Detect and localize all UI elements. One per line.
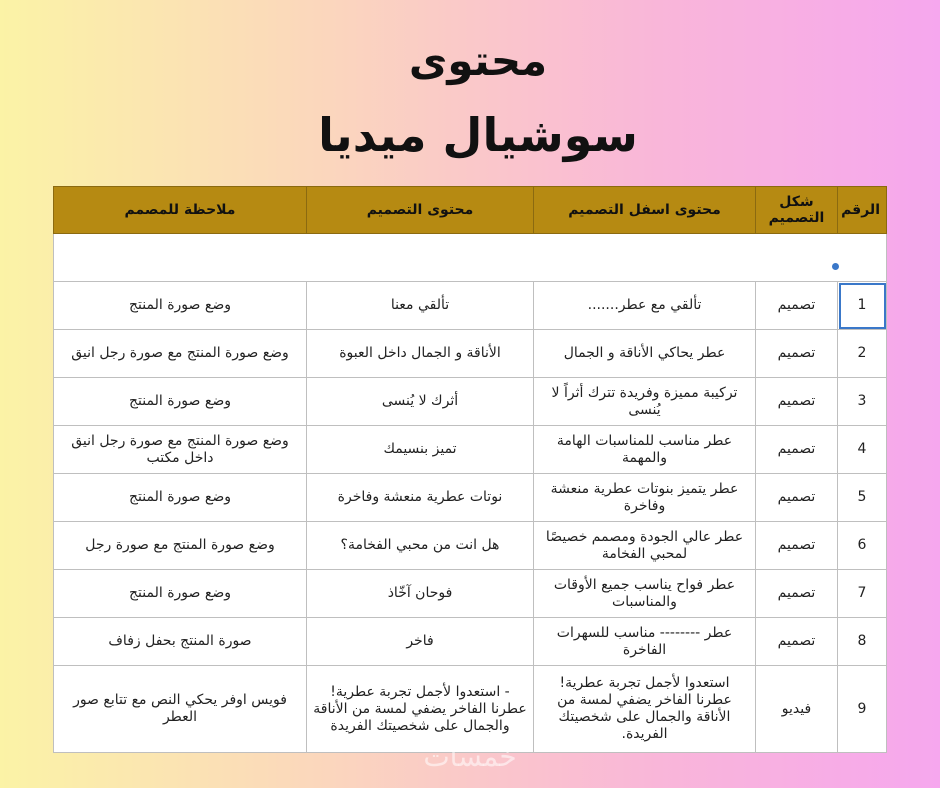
header-num: الرقم	[838, 187, 887, 234]
cell-content[interactable]: نوتات عطرية منعشة وفاخرة	[307, 474, 534, 522]
cell-note[interactable]: وضع صورة المنتج مع صورة رجل انيق داخل مكتب	[54, 426, 307, 474]
table-row	[54, 426, 887, 474]
table-row	[54, 378, 887, 426]
cell-content[interactable]: - استعدوا لأجمل تجربة عطرية! عطرنا الفاخر يضفي لمسة من الأناقة والجمال على شخصيتك الفريدة	[307, 666, 534, 753]
cell-num[interactable]: 2	[838, 330, 887, 378]
page-title-line2: سوشيال ميديا	[318, 108, 638, 162]
cell-note[interactable]: وضع صورة المنتج مع صورة رجل	[54, 522, 307, 570]
cell-type[interactable]: تصميم	[756, 282, 838, 330]
cell-num[interactable]: 9	[838, 666, 887, 753]
cell-num[interactable]: 8	[838, 618, 887, 666]
cell-type[interactable]: تصميم	[756, 570, 838, 618]
cell-note[interactable]: وضع صورة المنتج	[54, 282, 307, 330]
cell-content[interactable]: تألقي معنا	[307, 282, 534, 330]
cell-content[interactable]: أثرك لا يُنسى	[307, 378, 534, 426]
table-row	[54, 330, 887, 378]
cell-bottom[interactable]: عطر عالي الجودة ومصمم خصيصًا لمحبي الفخامة	[534, 522, 756, 570]
cell-type[interactable]: تصميم	[756, 474, 838, 522]
cell-num[interactable]: 5	[838, 474, 887, 522]
cell-content[interactable]: تميز بنسيمك	[307, 426, 534, 474]
cell-bottom[interactable]: عطر مناسب للمناسبات الهامة والمهمة	[534, 426, 756, 474]
cell-num[interactable]: 7	[838, 570, 887, 618]
table-header-row	[54, 187, 887, 234]
cell-note[interactable]: صورة المنتج بحفل زفاف	[54, 618, 307, 666]
cell-bottom[interactable]: عطر يتميز بنوتات عطرية منعشة وفاخرة	[534, 474, 756, 522]
cell-type[interactable]: تصميم	[756, 618, 838, 666]
cell-type[interactable]: فيديو	[756, 666, 838, 753]
cell-note[interactable]: وضع صورة المنتج	[54, 570, 307, 618]
cell-num[interactable]: 4	[838, 426, 887, 474]
cell-type[interactable]: تصميم	[756, 426, 838, 474]
watermark-logo: خمسات	[423, 740, 517, 773]
header-type: شكل التصميم	[756, 187, 838, 234]
cell-type[interactable]: تصميم	[756, 378, 838, 426]
cell-num[interactable]: 1	[838, 282, 887, 330]
cell-content[interactable]: فاخر	[307, 618, 534, 666]
table-row	[54, 522, 887, 570]
cell-num[interactable]: 6	[838, 522, 887, 570]
cell-bottom[interactable]: عطر -------- مناسب للسهرات الفاخرة	[534, 618, 756, 666]
cell-note[interactable]: فويس اوفر يحكي النص مع تتابع صور العطر	[54, 666, 307, 753]
content-plan-table	[53, 186, 887, 753]
cell-content[interactable]: الأناقة و الجمال داخل العبوة	[307, 330, 534, 378]
cell-bottom[interactable]: عطر يحاكي الأناقة و الجمال	[534, 330, 756, 378]
table-row	[54, 474, 887, 522]
table-row	[54, 282, 887, 330]
cell-bottom[interactable]: عطر فواح يناسب جميع الأوقات والمناسبات	[534, 570, 756, 618]
cell-type[interactable]: تصميم	[756, 330, 838, 378]
cell-bottom[interactable]: تألقي مع عطر.......	[534, 282, 756, 330]
cell-content[interactable]: هل انت من محبي الفخامة؟	[307, 522, 534, 570]
cell-content[interactable]: فوحان آخّاذ	[307, 570, 534, 618]
selection-fill-handle[interactable]	[831, 262, 840, 271]
page-title-line1: محتوى	[408, 36, 548, 85]
cell-note[interactable]: وضع صورة المنتج مع صورة رجل انيق	[54, 330, 307, 378]
cell-num[interactable]: 3	[838, 378, 887, 426]
header-designer-note: ملاحظة للمصمم	[54, 187, 307, 234]
cell-bottom[interactable]: استعدوا لأجمل تجربة عطرية! عطرنا الفاخر يضفي لمسة من الأناقة والجمال على شخصيتك الفريدة.	[534, 666, 756, 753]
header-bottom-content: محتوى اسفل التصميم	[534, 187, 756, 234]
header-design-content: محتوى التصميم	[307, 187, 534, 234]
cell-bottom[interactable]: تركيبة مميزة وفريدة تترك أثراً لا يُنسى	[534, 378, 756, 426]
cell-note[interactable]: وضع صورة المنتج	[54, 474, 307, 522]
cell-note[interactable]: وضع صورة المنتج	[54, 378, 307, 426]
cell-type[interactable]: تصميم	[756, 522, 838, 570]
table-row	[54, 618, 887, 666]
table-row	[54, 570, 887, 618]
spacer-row	[54, 234, 887, 282]
